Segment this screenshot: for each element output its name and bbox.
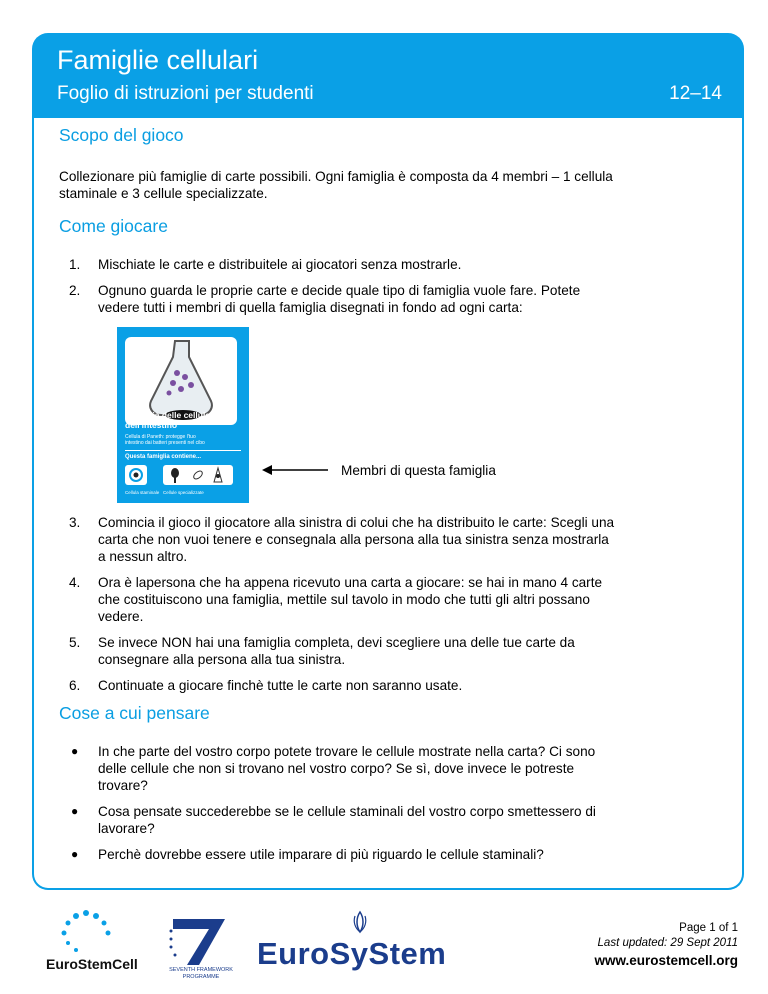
bullet-icon: ●: [71, 804, 79, 818]
step-text: vedere.: [98, 609, 144, 624]
step-text: Mischiate le carte e distribuitele ai giocatori senza mostrarle.: [98, 257, 462, 272]
card-stem-label: Cellula staminale: [125, 490, 160, 495]
section-heading-come: Come giocare: [59, 216, 168, 236]
card-special-label: Cellule specializzate: [163, 490, 204, 495]
section-heading-cose: Cose a cui pensare: [59, 703, 210, 723]
eurosystem-logo-text: EuroSyStem: [257, 936, 447, 971]
step-text: Ora è lapersona che ha appena ricevuto una carta a giocare: se hai in mano 4 carte: [98, 575, 603, 590]
specialized-cells-icon: [163, 465, 233, 485]
card-title: dell'intestino: [125, 420, 178, 430]
page-number: Page 1 of 1: [679, 922, 738, 934]
example-card: [117, 327, 249, 503]
eurostemcell-logo: [46, 908, 136, 980]
step-text: Comincia il gioco il giocatore alla sinistra di colui che ha distribuito le carte: Scegli una: [98, 515, 615, 530]
bullet-text: trovare?: [98, 778, 148, 793]
scopo-text-line1: Collezionare più famiglie di carte possibili. Ogni famiglia è composta da 4 membri – 1 cellula: [59, 169, 613, 184]
step-text: che costituiscono una famiglia, mettile sul tavolo in modo che tutti gli altri possano: [98, 592, 590, 607]
bullet-text: lavorare?: [98, 821, 155, 836]
eurosystem-logo: [257, 908, 447, 980]
step-number: 4.: [69, 575, 81, 590]
card-divider: [125, 450, 241, 451]
seventh-framework-text: PROGRAMME: [182, 974, 220, 980]
bullet-icon: ●: [71, 847, 79, 861]
page-title: Famiglie cellulari: [57, 45, 259, 75]
card-description: Cellula di Paneth: protegge l'tuo: [125, 434, 196, 440]
page-subtitle: Foglio di istruzioni per studenti: [57, 83, 314, 104]
bullet-icon: ●: [71, 744, 79, 758]
scopo-text-line2: staminale e 3 cellule specializzate.: [59, 186, 268, 201]
header-banner: [32, 33, 744, 118]
card-description: intestino dai batteri presenti nel cibo: [125, 440, 205, 446]
bullet-text: Cosa pensate succederebbe se le cellule staminali del vostro corpo smettessero di: [98, 804, 596, 819]
website-link[interactable]: www.eurostemcell.org: [594, 953, 738, 968]
step-text: vedere tutti i membri di quella famiglia disegnati in fondo ad ogni carta:: [98, 300, 523, 315]
seventh-framework-logo: [165, 911, 237, 985]
bullet-text: In che parte del vostro corpo potete trovare le cellule mostrate nella carta? Ci sono: [98, 744, 596, 759]
step-number: 1.: [69, 257, 81, 272]
step-number: 3.: [69, 515, 81, 530]
arrow-left-icon: [262, 463, 328, 477]
step-text: carta che non vuoi tenere e consegnala alla persona alla tua sinistra senza mostrarla: [98, 532, 609, 547]
bullet-text: delle cellule che non si trovano nel vostro corpo? Se sì, dove invece le potreste: [98, 761, 575, 776]
stem-cell-icon: [125, 465, 147, 485]
card-title: Famiglia delle cellule: [125, 410, 211, 420]
age-range: 12–14: [669, 83, 722, 104]
seventh-framework-text: SEVENTH FRAMEWORK: [169, 967, 233, 973]
step-number: 2.: [69, 283, 81, 298]
step-text: consegnare alla persona alla tua sinistra.: [98, 652, 346, 667]
step-text: Ognuno guarda le proprie carte e decide quale tipo di famiglia vuole fare. Potete: [98, 283, 581, 298]
step-text: Continuate a giocare finchè tutte le carte non saranno usate.: [98, 678, 463, 693]
step-text: Se invece NON hai una famiglia completa, devi scegliere una delle tue carte da: [98, 635, 575, 650]
eurostemcell-logo-text: EuroStemCell: [46, 956, 138, 972]
card-contains: Questa famiglia contiene...: [125, 454, 202, 460]
card-caption: Membri di questa famiglia: [341, 463, 496, 478]
step-number: 5.: [69, 635, 81, 650]
section-heading-scopo: Scopo del gioco: [59, 125, 184, 145]
step-text: a nessun altro.: [98, 549, 188, 564]
last-updated: Last updated: 29 Sept 2011: [597, 937, 738, 949]
step-number: 6.: [69, 678, 81, 693]
bullet-text: Perchè dovrebbe essere utile imparare di più riguardo le cellule staminali?: [98, 847, 544, 862]
